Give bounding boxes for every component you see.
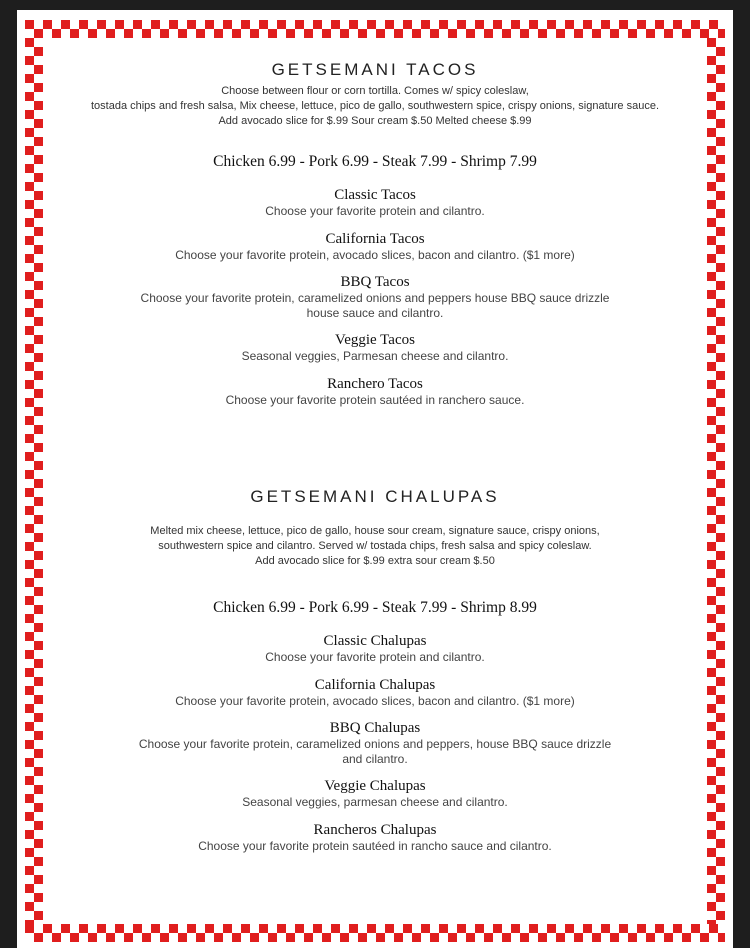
- tacos-intro: [47, 84, 703, 129]
- item-name: Classic Chalupas: [323, 633, 427, 649]
- item-description: and cilantro.: [342, 752, 408, 766]
- item-description: Choose your favorite protein and cilantro.: [265, 204, 485, 218]
- item-name: Classic Tacos: [334, 187, 416, 203]
- tacos-intro-line: Choose between flour or corn tortilla. Comes w/ spicy coleslaw,: [221, 85, 529, 97]
- chalupas-intro: [47, 524, 703, 569]
- tacos-section: [47, 60, 703, 80]
- item-name: Rancheros Chalupas: [313, 822, 437, 838]
- item-description: Choose your favorite protein sautéed in ranchero sauce.: [225, 393, 525, 407]
- item-name: Veggie Chalupas: [324, 778, 426, 794]
- item-description: house sauce and cilantro.: [306, 306, 444, 320]
- checkered-border-left: [25, 38, 43, 924]
- chalupas-intro-line: Add avocado slice for $.99 extra sour cream $.50: [255, 555, 495, 567]
- checkered-border-right: [707, 38, 725, 924]
- item-description: Choose your favorite protein and cilantro.: [265, 650, 485, 664]
- chalupas-intro-line: Melted mix cheese, lettuce, pico de gallo, house sour cream, signature sauce, crispy onions,: [150, 525, 600, 537]
- tacos-prices: Chicken 6.99 - Pork 6.99 - Steak 7.99 - Shrimp 7.99: [213, 153, 537, 170]
- item-name: BBQ Chalupas: [329, 720, 421, 736]
- item-description: Choose your favorite protein sautéed in rancho sauce and cilantro.: [198, 839, 552, 853]
- tacos-intro-line: Add avocado slice for $.99 Sour cream $.50 Melted cheese $.99: [218, 115, 532, 127]
- chalupas-intro-line: southwestern spice and cilantro. Served w/ tostada chips, fresh salsa and spicy coleslaw.: [158, 540, 592, 552]
- item-name: BBQ Tacos: [340, 274, 410, 290]
- menu-item: [47, 231, 703, 263]
- item-description: Choose your favorite protein, caramelized onions and peppers, house BBQ sauce drizzle: [138, 737, 612, 751]
- menu-page: [17, 10, 733, 948]
- tacos-intro-line: tostada chips and fresh salsa, Mix cheese, lettuce, pico de gallo, southwestern spice, crispy onions, signature sauce.: [90, 100, 660, 112]
- item-name: Ranchero Tacos: [327, 376, 423, 392]
- chalupas-prices: Chicken 6.99 - Pork 6.99 - Steak 7.99 - Shrimp 8.99: [213, 599, 537, 616]
- menu-item: [47, 720, 703, 767]
- item-name: Veggie Tacos: [335, 332, 415, 348]
- chalupas-section: [47, 487, 703, 507]
- tacos-title: GETSEMANI TACOS: [271, 60, 479, 79]
- menu-item: [47, 822, 703, 854]
- menu-item: [47, 376, 703, 408]
- item-name: California Chalupas: [314, 677, 436, 693]
- item-description: Seasonal veggies, Parmesan cheese and cilantro.: [241, 349, 509, 363]
- menu-item: [47, 677, 703, 709]
- item-description: Choose your favorite protein, avocado slices, bacon and cilantro. ($1 more): [175, 248, 575, 262]
- chalupas-title: GETSEMANI CHALUPAS: [250, 487, 500, 506]
- menu-item: [47, 778, 703, 810]
- menu-item: [47, 187, 703, 219]
- item-description: Choose your favorite protein, caramelized onions and peppers house BBQ sauce drizzle: [140, 291, 610, 305]
- menu-item: [47, 274, 703, 321]
- menu-item: [47, 633, 703, 665]
- menu-item: [47, 332, 703, 364]
- item-description: Seasonal veggies, parmesan cheese and cilantro.: [242, 795, 508, 809]
- item-name: California Tacos: [325, 231, 425, 247]
- item-description: Choose your favorite protein, avocado slices, bacon and cilantro. ($1 more): [175, 694, 575, 708]
- menu-content: [47, 10, 703, 948]
